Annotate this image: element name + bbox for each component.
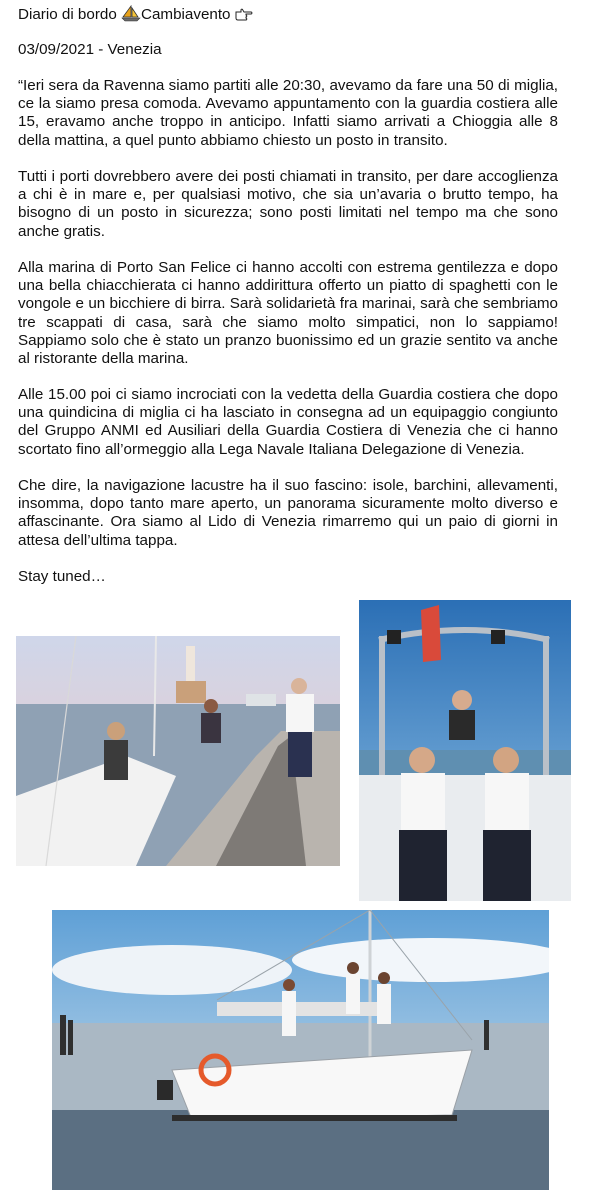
page-title: [18, 5, 253, 27]
title-boat-name: Cambiavento: [141, 6, 231, 23]
paragraph-1: “Ieri sera da Ravenna siamo partiti alle 20:30, avevamo da fare una 50 di miglia, ce la siamo presa comoda. Avevamo appuntamento con la guardia costiera alle 15, eravamo anche troppo in anticipo. Infatti siamo arrivati a Chioggia alle 8 della mattina, a quel punto abbiamo chiesto un posto in transito.: [18, 77, 558, 149]
pointing-hand-icon: [235, 8, 253, 27]
photo-sailboat-lagoon: [52, 910, 549, 1190]
paragraph-3: Alla marina di Porto San Felice ci hanno accolti con estrema gentilezza e dopo una bella chiacchierata ci hanno addirittura offerto un piatto di spaghetti con le vongole e un bicchiere di birra. Sarà solidarietà fra marinai, sarà che sembriamo tre scappati di casa, sarà che siamo molto simpatici, non lo sappiamo! Sappiamo solo che è stato un pranzo buonissimo ed un grazie sentito va anche al ristorante della marina.: [18, 259, 558, 368]
paragraph-4: Alle 15.00 poi ci siamo incrociati con la vedetta della Guardia costiera che dopo una quindicina di miglia ci ha lasciato in consegna ad un equipaggio congiunto del Gruppo ANMI ed Ausiliari della Guardia Costiera di Venezia che ci hanno scortato fino all’ormeggio alla Lega Navale Italiana Delegazione di Venezia.: [18, 386, 558, 458]
date-location: 03/09/2021 - Venezia: [18, 41, 162, 58]
paragraph-5: Che dire, la navigazione lacustre ha il suo fascino: isole, barchini, allevamenti, insomma, dopo tanto mare aperto, un panorama sicuramente molto diverso e affascinante. Ora siamo al Lido di Venezia rimarremo qui un paio di giorni in attesa dell’ultima tappa.: [18, 477, 558, 549]
paragraph-2: Tutti i porti dovrebbero avere dei posti chiamati in transito, per dare accoglienza a chi è in mare e, per qualsiasi motivo, che sia un’avaria o brutto tempo, ha bisogno di un posto in sicurezza; sono posti limitati nel tempo ma che sono anche gratis.: [18, 168, 558, 240]
title-prefix: Diario di bordo: [18, 6, 117, 23]
photo-motorboat-crew: [359, 600, 571, 901]
photo-pier-crew: [16, 636, 340, 866]
paragraph-6: Stay tuned…: [18, 568, 106, 585]
sailboat-icon: [121, 5, 141, 27]
